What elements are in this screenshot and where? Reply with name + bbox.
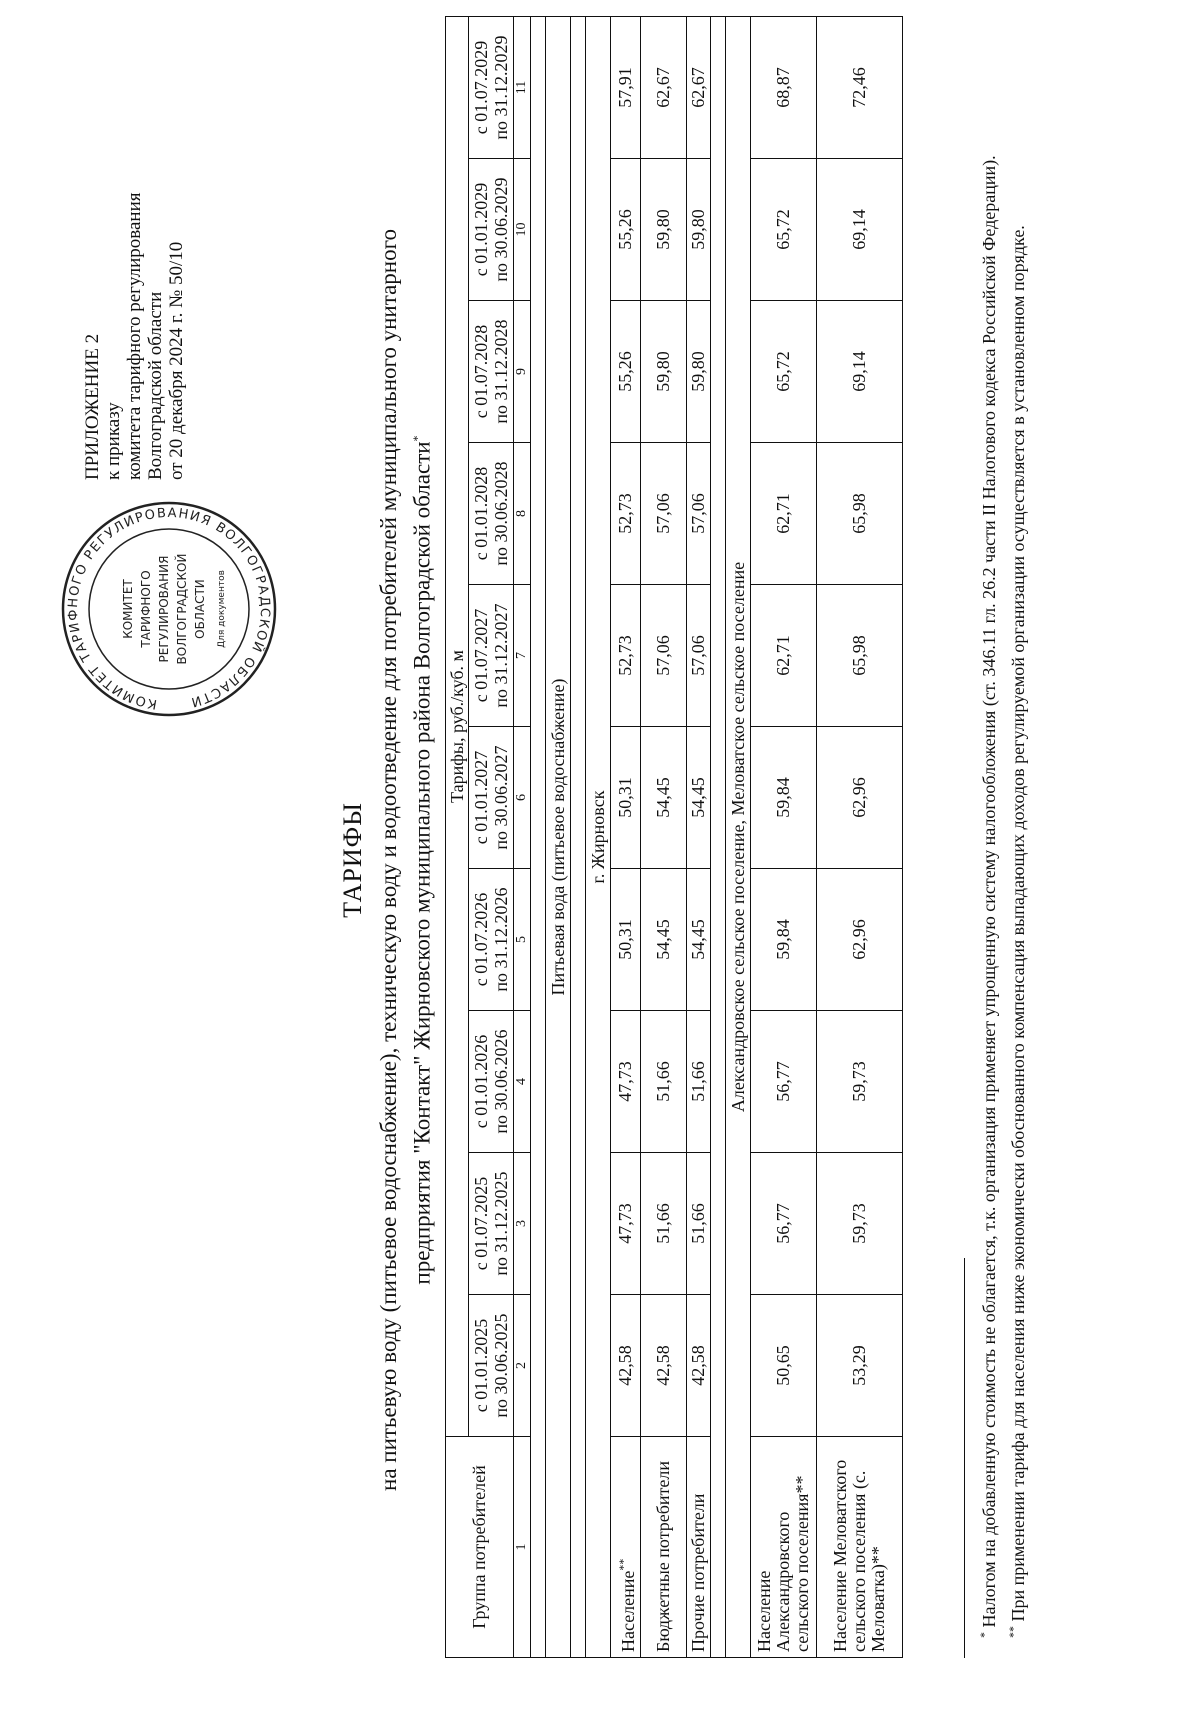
table-row [687,17,711,1658]
column-number: 2 [514,1295,531,1437]
header-period [469,17,514,159]
tariff-value: 56,77 [751,1153,817,1295]
row-label [611,1437,641,1658]
tariff-value: 52,73 [611,585,641,727]
column-number: 11 [514,17,531,159]
footnotes [972,48,1030,1658]
header-consumer-group: Группа потребителей [446,1437,514,1658]
appendix-header [82,60,187,480]
tariff-value: 57,06 [641,443,687,585]
period-to: по 30.06.2028 [491,461,511,566]
tariff-value: 65,98 [817,585,903,727]
column-number: 7 [514,585,531,727]
table-row [751,17,817,1658]
seal-line: ОБЛАСТИ [193,579,207,639]
seal-line: КОМИТЕТ [121,579,135,639]
tariff-value: 59,80 [641,301,687,443]
tariff-value: 47,73 [611,1011,641,1153]
tariff-value: 62,67 [687,17,711,159]
footnote-2-text: При применении тарифа для населения ниже экономически обоснованного компенсация выпадающих доходов регулируемой организации осуществляется в установленном порядке. [1008,225,1028,1622]
tariff-value: 52,73 [611,443,641,585]
tariff-value: 59,73 [817,1153,903,1295]
header-period [469,1295,514,1437]
tariff-value: 62,96 [817,869,903,1011]
section-row [546,17,571,1658]
period-from: с 01.07.2026 [471,892,491,987]
footnote-1-mark: * [977,1632,991,1638]
tariff-value: 65,98 [817,443,903,585]
period-from: с 01.07.2028 [471,324,491,419]
document-title: ТАРИФЫ [338,802,367,918]
seal-line: Для документов [217,570,227,648]
tariff-value: 55,26 [611,159,641,301]
header-period [469,443,514,585]
tariff-value: 50,65 [751,1295,817,1437]
period-to: по 31.12.2029 [491,35,511,140]
period-from: с 01.01.2025 [471,1318,491,1413]
row-label-text: Население Меловатского сельского поселения (с. Меловатка)** [830,1459,888,1652]
column-number: 8 [514,443,531,585]
row-label-text: Население [617,1570,638,1652]
period-from: с 01.01.2029 [471,182,491,277]
period-from: с 01.07.2027 [471,608,491,703]
section-row [586,17,611,1658]
column-number: 9 [514,301,531,443]
section-drinking-water: Питьевая вода (питьевое водоснабжение) [546,17,571,1658]
column-number: 3 [514,1153,531,1295]
period-to: по 31.12.2026 [491,887,511,992]
tariff-value: 42,58 [687,1295,711,1437]
period-to: по 31.12.2025 [491,1171,511,1276]
subtitle-line-2-text: предприятия "Контакт" Жирновского муниципального района Волгоградской области [409,441,435,1285]
header-period [469,1153,514,1295]
tariff-value: 56,77 [751,1011,817,1153]
tariff-value: 72,46 [817,17,903,159]
table-header-row [446,17,469,1658]
tariff-value: 57,91 [611,17,641,159]
table-period-row [469,17,514,1658]
period-from: с 01.01.2027 [471,750,491,845]
period-to: по 31.12.2027 [491,603,511,708]
period-from: с 01.01.2026 [471,1034,491,1129]
row-label [641,1437,687,1658]
tariff-value: 59,80 [687,301,711,443]
header-period [469,159,514,301]
column-number: 4 [514,1011,531,1153]
period-from: с 01.01.2028 [471,466,491,561]
tariff-value: 59,73 [817,1011,903,1153]
tariff-value: 57,06 [687,585,711,727]
subtitle-footnote-mark: * [410,435,424,442]
tariff-value: 59,84 [751,869,817,1011]
header-period [469,1011,514,1153]
appendix-line: к приказу [103,402,124,480]
appendix-title: ПРИЛОЖЕНИЕ 2 [82,333,103,480]
header-period [469,727,514,869]
appendix-line: комитета тарифного регулирования [124,192,145,480]
column-number: 1 [514,1437,531,1658]
tariff-value: 62,96 [817,727,903,869]
document-subtitle [374,170,437,1550]
header-period [469,301,514,443]
header-tariffs: Тарифы, руб./куб. м [446,17,469,1437]
tariff-value: 62,67 [641,17,687,159]
tariff-value: 62,71 [751,443,817,585]
seal-outer-text: КОМИТЕТ ТАРИФНОГО РЕГУЛИРОВАНИЯ ВОЛГОГРАДСКОЙ ОБЛАСТИ [65,505,273,712]
tariff-value: 54,45 [641,727,687,869]
table-row [817,17,903,1658]
header-period [469,585,514,727]
tariff-value: 69,14 [817,159,903,301]
tariff-value: 42,58 [641,1295,687,1437]
spacer-row [571,17,586,1658]
spacer-row [531,17,546,1658]
section-row [726,17,751,1658]
tariff-value: 59,80 [687,159,711,301]
table-row [611,17,641,1658]
header-period [469,869,514,1011]
subtitle-line-2 [403,170,437,1550]
tariff-value: 65,72 [751,301,817,443]
row-label [817,1437,903,1658]
tariff-value: 68,87 [751,17,817,159]
subsection-rural-settlements: Александровское сельское поселение, Меловатское сельское поселение [726,17,751,1658]
table-column-number-row [514,17,531,1658]
spacer-cell [571,17,586,1658]
tariff-value: 65,72 [751,159,817,301]
footnote-separator [964,1258,965,1658]
row-label-mark: ** [615,1558,630,1571]
seal-line: ВОЛГОГРАДСКОЙ [175,553,189,665]
footnote-1-text: Налогом на добавленную стоимость не облагается, т.к. организация применяет упрощенную систему налогообложения (ст. 346.11 гл. 26.2 части II Налогового кодекса Российской Федерации). [979,155,999,1628]
appendix-line: Волгоградской области [145,291,166,480]
tariff-value: 50,31 [611,727,641,869]
period-to: по 30.06.2026 [491,1029,511,1134]
tariff-value: 54,45 [687,869,711,1011]
footnote-2-mark: ** [1006,1626,1020,1638]
tariff-value: 50,31 [611,869,641,1011]
tariff-value: 51,66 [687,1153,711,1295]
table-row [641,17,687,1658]
subsection-zhirnovsk: г. Жирновск [586,17,611,1658]
seal-line: РЕГУЛИРОВАНИЯ [157,555,171,663]
row-label [751,1437,817,1658]
period-from: с 01.07.2025 [471,1176,491,1271]
table-body [531,17,903,1658]
tariff-table [445,16,903,1658]
tariff-value: 57,06 [687,443,711,585]
tariff-value: 53,29 [817,1295,903,1437]
period-to: по 30.06.2027 [491,745,511,850]
tariff-table-container [445,16,903,1658]
official-seal-stamp [58,498,280,720]
seal-line: ТАРИФНОГО [139,570,153,648]
tariff-value: 51,66 [641,1011,687,1153]
tariff-value: 42,58 [611,1295,641,1437]
row-label-text: Население Александровского сельского поселения** [754,1475,812,1652]
column-number: 10 [514,159,531,301]
period-to: по 30.06.2029 [491,177,511,282]
tariff-value: 51,66 [641,1153,687,1295]
tariff-value: 57,06 [641,585,687,727]
row-label-text: Прочие потребители [688,1493,708,1652]
footnote-2 [1001,48,1030,1658]
tariff-value: 59,84 [751,727,817,869]
row-label [687,1437,711,1658]
tariff-value: 62,71 [751,585,817,727]
period-from: с 01.07.2029 [471,40,491,135]
spacer-cell [531,17,546,1658]
spacer-row [711,17,726,1658]
footnote-1 [972,48,1001,1658]
tariff-value: 47,73 [611,1153,641,1295]
tariff-value: 54,45 [641,869,687,1011]
tariff-value: 55,26 [611,301,641,443]
subtitle-line-1: на питьевую воду (питьевое водоснабжение), техническую воду и водоотведение для потребителей муниципального унитарного [376,229,401,1491]
appendix-line: от 20 декабря 2024 г. № 50/10 [166,241,187,480]
tariff-value: 51,66 [687,1011,711,1153]
tariff-value: 69,14 [817,301,903,443]
period-to: по 30.06.2025 [491,1313,511,1418]
spacer-cell [711,17,726,1658]
tariff-value: 59,80 [641,159,687,301]
column-number: 6 [514,727,531,869]
row-label-text: Бюджетные потребители [653,1460,673,1652]
tariff-value: 54,45 [687,727,711,869]
column-number: 5 [514,869,531,1011]
period-to: по 31.12.2028 [491,319,511,424]
